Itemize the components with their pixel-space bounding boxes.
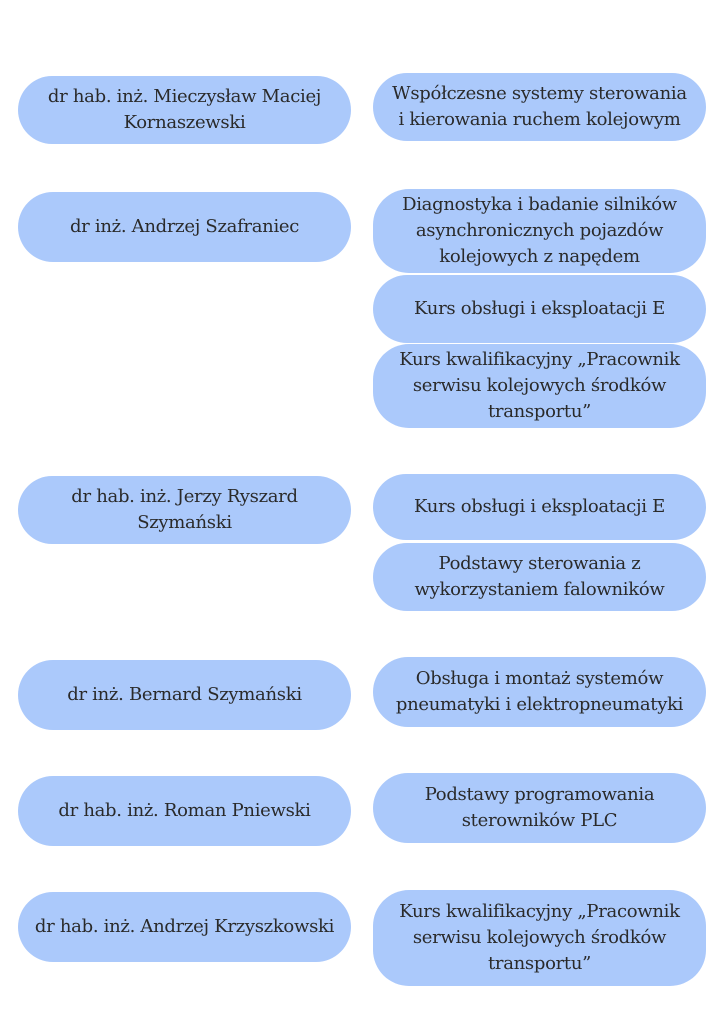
instructor-pill bbox=[18, 660, 351, 730]
course-pill bbox=[373, 189, 706, 273]
course-pill bbox=[373, 773, 706, 843]
course-title: Współczesne systemy sterowania i kierowania ruchem kolejowym bbox=[392, 83, 687, 130]
instructor-pill bbox=[18, 476, 351, 544]
course-pill bbox=[373, 275, 706, 343]
instructor-name: dr inż. Bernard Szymański bbox=[67, 684, 302, 705]
course-pill bbox=[373, 890, 706, 986]
instructor-pill bbox=[18, 892, 351, 962]
course-title: Podstawy sterowania z wykorzystaniem falowników bbox=[414, 553, 665, 600]
course-title: Kurs kwalifikacyjny „Pracownik serwisu kolejowych środków transportu” bbox=[399, 901, 680, 974]
course-title: Podstawy programowania sterowników PLC bbox=[424, 784, 655, 831]
instructor-pill bbox=[18, 192, 351, 262]
course-pill bbox=[373, 344, 706, 428]
course-title: Obsługa i montaż systemów pneumatyki i elektropneumatyki bbox=[395, 668, 684, 715]
course-title: Kurs obsługi i eksploatacji E bbox=[414, 298, 665, 319]
instructor-name: dr hab. inż. Mieczysław Maciej Kornaszewski bbox=[47, 86, 322, 133]
course-pill bbox=[373, 543, 706, 611]
instructor-name: dr hab. inż. Andrzej Krzyszkowski bbox=[34, 916, 335, 937]
course-title: Kurs obsługi i eksploatacji E bbox=[414, 496, 665, 517]
instructor-pill bbox=[18, 776, 351, 846]
course-pill bbox=[373, 73, 706, 141]
course-pill bbox=[373, 474, 706, 540]
course-title: Kurs kwalifikacyjny „Pracownik serwisu kolejowych środków transportu” bbox=[399, 349, 680, 422]
course-title: Diagnostyka i badanie silników asynchronicznych pojazdów kolejowych z napędem bbox=[402, 194, 677, 267]
instructor-pill bbox=[18, 76, 351, 144]
course-pill bbox=[373, 657, 706, 727]
instructor-name: dr hab. inż. Roman Pniewski bbox=[58, 800, 311, 821]
instructor-name: dr hab. inż. Jerzy Ryszard Szymański bbox=[71, 486, 298, 533]
instructor-name: dr inż. Andrzej Szafraniec bbox=[69, 216, 300, 237]
